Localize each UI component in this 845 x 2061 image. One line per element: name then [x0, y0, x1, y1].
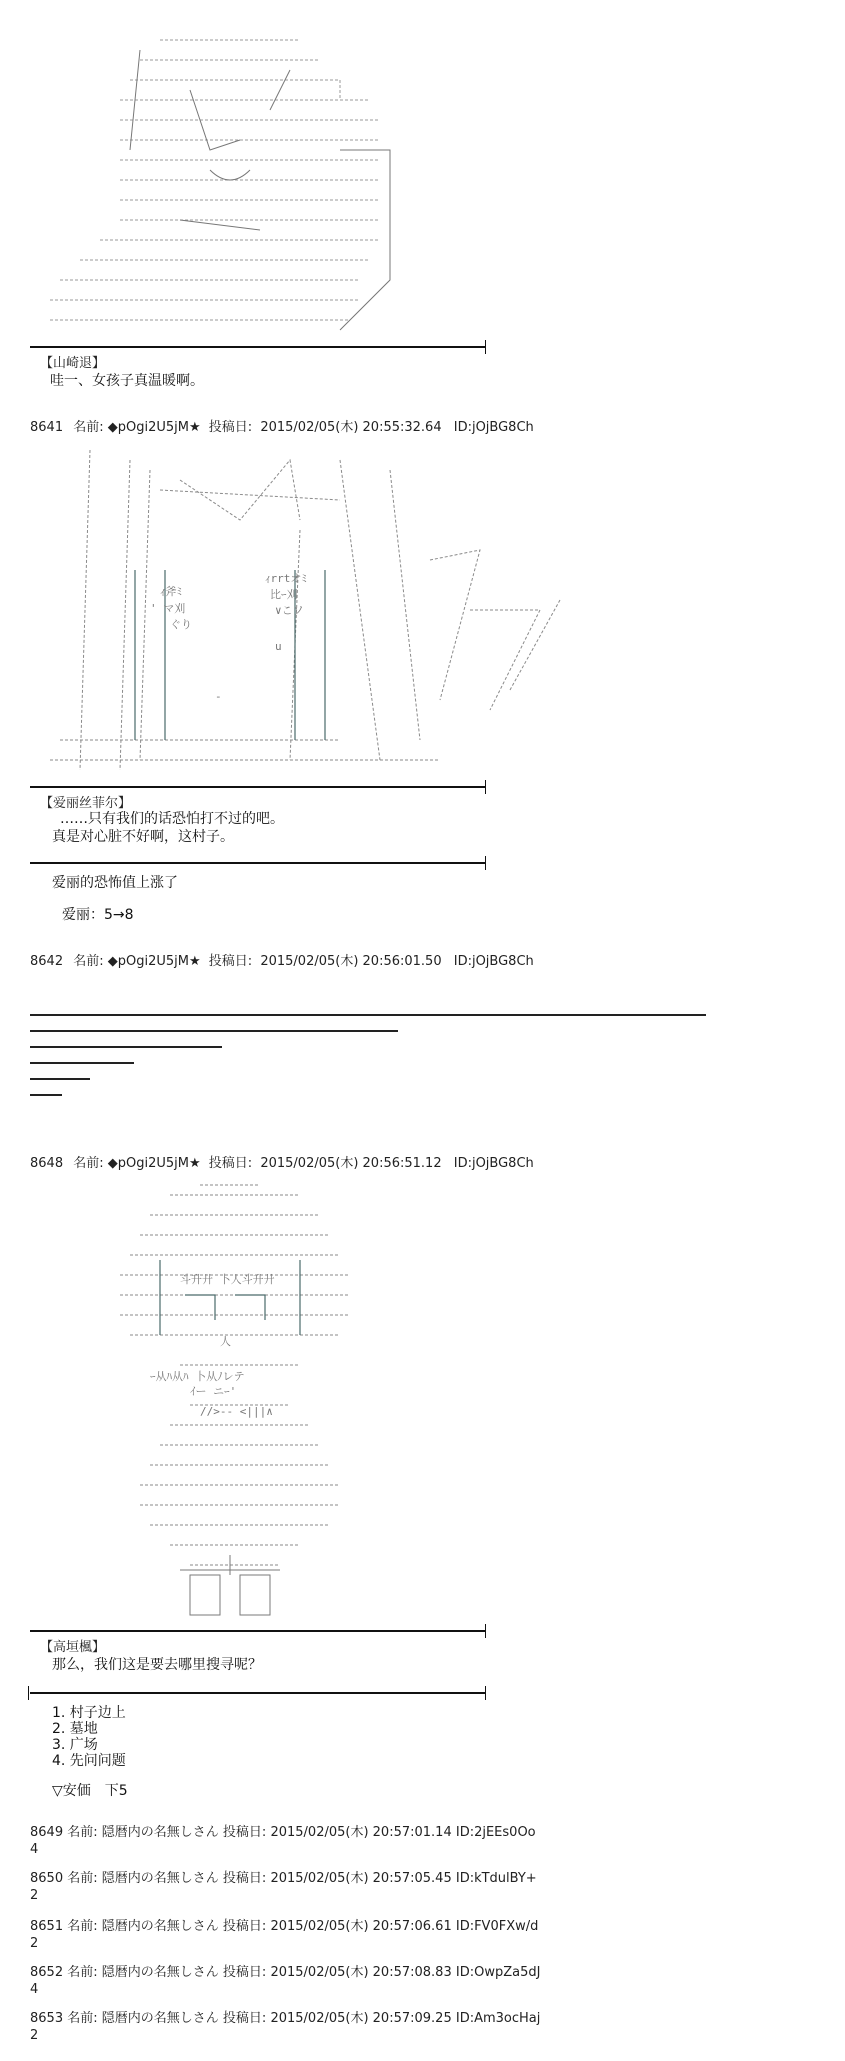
name-label: 名前:	[67, 1825, 98, 1840]
post-header	[30, 950, 534, 969]
name-label: 名前:	[73, 1156, 104, 1171]
svg-text:ｨ斧ﾐ: ｨ斧ﾐ	[160, 585, 182, 598]
divider	[30, 346, 486, 348]
choice-item: 4. 先问问题	[52, 1753, 126, 1769]
poster-name: ◆pOgi2U5jM★	[107, 420, 201, 435]
post-number[interactable]: 8653	[30, 2011, 64, 2026]
date-label: 投稿日:	[208, 420, 253, 435]
svg-text:ｲー ニｰ': ｲー ニｰ'	[190, 1385, 237, 1398]
reply-header	[30, 1964, 540, 1981]
fade-bar	[30, 1078, 90, 1080]
poster-id[interactable]: ID:OwpZa5dJ	[455, 1965, 541, 1980]
dialogue-line: 那么，我们这是要去哪里搜寻呢？	[52, 1657, 262, 1673]
poster-name: 隠暦内の名無しさん	[101, 2011, 219, 2026]
name-label: 名前:	[67, 1965, 98, 1980]
dialogue-line: 哇一、女孩子真温暖啊。	[50, 373, 204, 389]
fade-bar	[30, 1046, 222, 1048]
svg-text:人: 人	[220, 1335, 231, 1348]
svg-text:∨こソ: ∨こソ	[275, 604, 304, 617]
post-number[interactable]: 8651	[30, 1919, 64, 1934]
date-label: 投稿日:	[222, 1919, 267, 1934]
fade-bar	[30, 1030, 398, 1032]
post-date: 2015/02/05(木) 20:55:32.64	[260, 420, 442, 435]
reply-post	[30, 1824, 536, 1858]
fade-bar	[30, 1014, 706, 1016]
reply-body: 4	[30, 1842, 39, 1857]
reply-post	[30, 1870, 537, 1904]
svg-text:ｨrrtオﾐ: ｨrrtオﾐ	[265, 572, 307, 585]
speaker-name: 【山崎退】	[40, 356, 106, 371]
svg-text:-: -	[215, 690, 222, 703]
reply-header	[30, 1824, 536, 1841]
poster-id[interactable]: ID:2jEEs0Oo	[455, 1825, 536, 1840]
reply-post	[30, 1964, 540, 1998]
anka-prompt: ▽安価 下5	[52, 1783, 128, 1799]
post-date: 2015/02/05(木) 20:57:06.61	[270, 1919, 452, 1934]
post-number[interactable]: 8650	[30, 1871, 64, 1886]
ascii-art-yamazaki	[40, 30, 400, 340]
poster-name: ◆pOgi2U5jM★	[107, 954, 201, 969]
post-date: 2015/02/05(木) 20:57:08.83	[270, 1965, 452, 1980]
post-date: 2015/02/05(木) 20:56:51.12	[260, 1156, 442, 1171]
post-header	[30, 416, 534, 435]
post-date: 2015/02/05(木) 20:57:09.25	[270, 2011, 452, 2026]
reply-body: 2	[30, 1888, 39, 1903]
dialogue-line: 真是对心脏不好啊，这村子。	[52, 829, 234, 845]
date-label: 投稿日:	[222, 1825, 267, 1840]
date-label: 投稿日:	[222, 2011, 267, 2026]
reply-header	[30, 1918, 538, 1935]
choice-item: 3. 广场	[52, 1737, 98, 1753]
status-note: 爱丽的恐怖值上涨了	[52, 875, 178, 891]
poster-id[interactable]: ID:jOjBG8Ch	[453, 954, 534, 969]
date-label: 投稿日:	[208, 1156, 253, 1171]
speaker-name: 【爱丽丝菲尔】	[40, 796, 132, 811]
post-date: 2015/02/05(木) 20:57:05.45	[270, 1871, 452, 1886]
speaker-name: 【高垣楓】	[40, 1640, 106, 1655]
reply-body: 4	[30, 1982, 39, 1997]
divider	[30, 786, 486, 788]
poster-name: 隠暦内の名無しさん	[101, 1825, 219, 1840]
dialogue-line: ……只有我们的话恐怕打不过的吧。	[60, 811, 284, 827]
poster-name: 隠暦内の名無しさん	[101, 1965, 219, 1980]
ascii-art-takagaki	[110, 1175, 370, 1625]
poster-name: 隠暦内の名無しさん	[101, 1871, 219, 1886]
divider	[30, 1630, 486, 1632]
svg-text:' マ刈: ' マ刈	[150, 602, 186, 615]
name-label: 名前:	[67, 2011, 98, 2026]
post-number[interactable]: 8652	[30, 1965, 64, 1980]
choice-item: 2. 墓地	[52, 1721, 98, 1737]
reply-header	[30, 2010, 540, 2027]
date-label: 投稿日:	[222, 1871, 267, 1886]
poster-name: 隠暦内の名無しさん	[101, 1919, 219, 1934]
divider	[30, 1692, 486, 1694]
poster-id[interactable]: ID:jOjBG8Ch	[453, 420, 534, 435]
date-label: 投稿日:	[222, 1965, 267, 1980]
divider	[30, 862, 486, 864]
reply-header	[30, 1870, 537, 1887]
poster-id[interactable]: ID:FV0FXw/d	[455, 1919, 539, 1934]
reply-post	[30, 1918, 538, 1952]
svg-text:比ｰ刈: 比ｰ刈	[270, 588, 298, 601]
reply-body: 2	[30, 1936, 39, 1951]
svg-text:ぐり: ぐり	[170, 618, 192, 631]
post-header	[30, 1152, 534, 1171]
name-label: 名前:	[73, 954, 104, 969]
choice-item: 1. 村子边上	[52, 1705, 126, 1721]
date-label: 投稿日:	[208, 954, 253, 969]
poster-id[interactable]: ID:jOjBG8Ch	[453, 1156, 534, 1171]
post-number[interactable]: 8649	[30, 1825, 64, 1840]
svg-text:ｰ从ﾊ从ﾊ 卜从ﾉレテ: ｰ从ﾊ从ﾊ 卜从ﾉレテ	[150, 1370, 245, 1383]
name-label: 名前:	[67, 1919, 98, 1934]
post-number[interactable]: 8648	[30, 1156, 64, 1171]
svg-text://>-- <|||∧: //>-- <|||∧	[200, 1405, 273, 1418]
svg-text:u: u	[275, 640, 282, 653]
post-date: 2015/02/05(木) 20:57:01.14	[270, 1825, 452, 1840]
fade-bar	[30, 1062, 134, 1064]
ascii-art-alice	[40, 440, 600, 780]
poster-id[interactable]: ID:kTdulBY+	[455, 1871, 537, 1886]
fade-bar	[30, 1094, 62, 1096]
poster-name: ◆pOgi2U5jM★	[107, 1156, 201, 1171]
post-date: 2015/02/05(木) 20:56:01.50	[260, 954, 442, 969]
svg-text:斗升廾 卜人斗升廾: 斗升廾 卜人斗升廾	[180, 1273, 275, 1286]
reply-post	[30, 2010, 540, 2044]
name-label: 名前:	[73, 420, 104, 435]
name-label: 名前:	[67, 1871, 98, 1886]
status-value: 爱丽：5→8	[62, 907, 134, 923]
post-number[interactable]: 8642	[30, 954, 64, 969]
poster-id[interactable]: ID:Am3ocHaj	[455, 2011, 541, 2026]
reply-body: 2	[30, 2028, 39, 2043]
post-number[interactable]: 8641	[30, 420, 64, 435]
